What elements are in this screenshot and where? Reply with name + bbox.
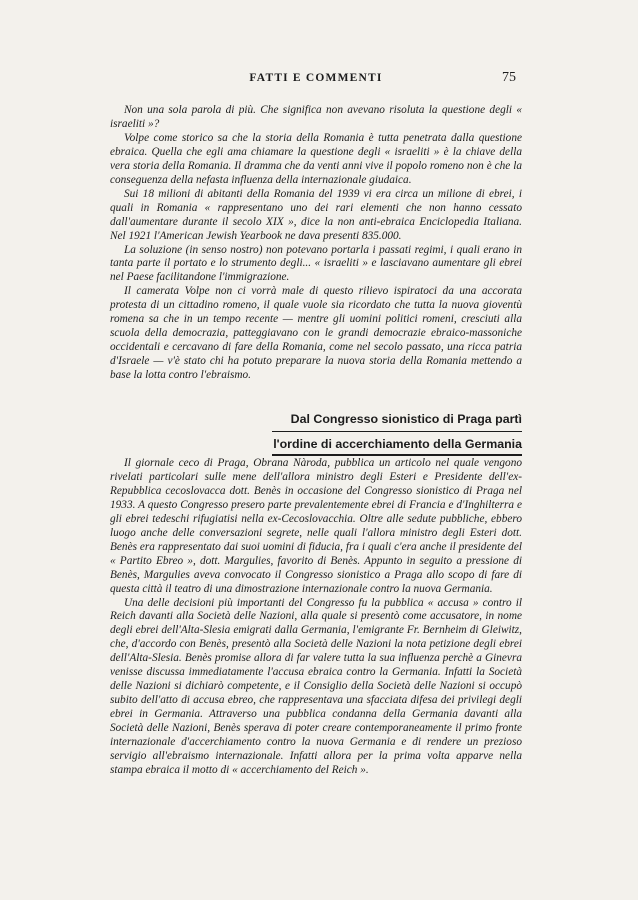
paragraph: La soluzione (in senso nostro) non potevano portarla i passati regimi, i quali erano in tanta parte il portato e lo strumento degli... « israeliti » e lasciavano aumentare gli ebrei nel Paese facilitandone l'immigrazione. [110,243,522,284]
section-title-line-2: l'ordine di accerchiamento della Germania [272,432,522,456]
running-head: FATTI E COMMENTI [249,72,383,84]
paragraph: Sui 18 milioni di abitanti della Romania del 1939 vi era circa un milione di ebrei, i quali in Romania « rappresentano uno dei rari elementi che non hanno cessato dall'aumentare durante il secolo XIX », dice la non anti-ebraica Enciclopedia Italiana. Nel 1921 l'American Jewish Yearbook ne dava presenti 835.000. [110,187,522,242]
section-title [272,410,522,456]
page-number: 75 [502,70,516,85]
section-1-body [110,104,522,383]
paragraph: Non una sola parola di più. Che significa non avevano risoluta la questione degli « israeliti »? [110,104,522,130]
section-title-line-1: Dal Congresso sionistico di Praga partì [272,410,522,432]
paragraph: Il giornale ceco di Praga, Obrana Nàroda, pubblica un articolo nel quale vengono rivelati particolari sulle mene dell'allora ministro degli Esteri e Presidente dell'ex-Repubblica cecoslovacca dott. Benès in occasione del Congresso sionistico di Praga nel 1933. A questo Congresso presero parte prevalentemente ebrei di Francia e d'Inghilterra e gli ebrei tedeschi rifugiatisi nella ex-Cecoslovacchia. Oltre alle sedute pubbliche, ebbero luogo anche delle conversazioni segrete, nelle quali l'allora ministro degli Esteri dott. Benès era rappresentato dai suoi uomini di fiducia, fra i quali c'era anche il presidente del « Partito Ebreo », dott. Margulies, favorito di Benès. Appunto in seguito a pressione di Benès, Margulies aveva convocato il Congresso sionistico a Praga allo scopo di fare di questa città il teatro di una dimostrazione internazionale contro la nuova Germania. [110,457,522,595]
paragraph: Volpe come storico sa che la storia della Romania è tutta penetrata dalla questione ebraica. Quella che egli ama chiamare la questione degli « israeliti » è la chiave della vera storia della Romania. Il dramma che da venti anni vive il popolo romeno non è che la conseguenza della nefasta influenza della internazionale giudaica. [110,131,522,186]
section-2-body [110,457,522,778]
paragraph: Il camerata Volpe non ci vorrà male di questo rilievo ispiratoci da una accorata protesta di un cittadino romeno, il quale vuole sia ricordato che tutta la nuova gioventù romena sa che in un tempo recente — mentre gli uomini politici romeni, cresciuti alla scuola della democrazia, patteggiavano con le grandi democrazie ebraico-massoniche occidentali e cercavano di fare della Romania, come nel secolo passato, una ricca patria d'Israele — v'è stato chi ha potuto preparare la nuova storia della Romania mettendo a base la lotta contro l'ebraismo. [110,285,522,382]
paragraph: Una delle decisioni più importanti del Congresso fu la pubblica « accusa » contro il Reich davanti alla Società delle Nazioni, alla quale si presentò come accusatore, in nome degli ebrei dell'Alta-Slesia emigrati dalla Germania, l'emigrante Fr. Bernheim di Gleiwitz, che, d'accordo con Benès, presentò alla Società delle Nazioni la nota petizione degli ebrei dell'Alta-Slesia. Benès promise allora di far valere tutta la sua influenza perchè a Ginevra venisse discussa immediatamente l'accusa ebraica contro la Germania. Infatti la Società delle Nazioni si dichiarò competente, e il Consiglio della Società delle Nazioni si occupò subito dell'atto di accusa ebreo, che rappresentava una sfacciata difesa dei privilegi degli ebrei in Germania. Attraverso una pubblica condanna della Germania davanti alla Società delle Nazioni, Benès sperava di poter creare contemporaneamente il primo fronte internazionale d'accerchiamento contro la nuova Germania e di rendere un prezioso servigio all'ebraismo internazionale. Infatti allora per la prima volta apparve nella stampa ebraica il motto di « accerchiamento del Reich ». [110,596,522,776]
page-header [110,70,516,86]
